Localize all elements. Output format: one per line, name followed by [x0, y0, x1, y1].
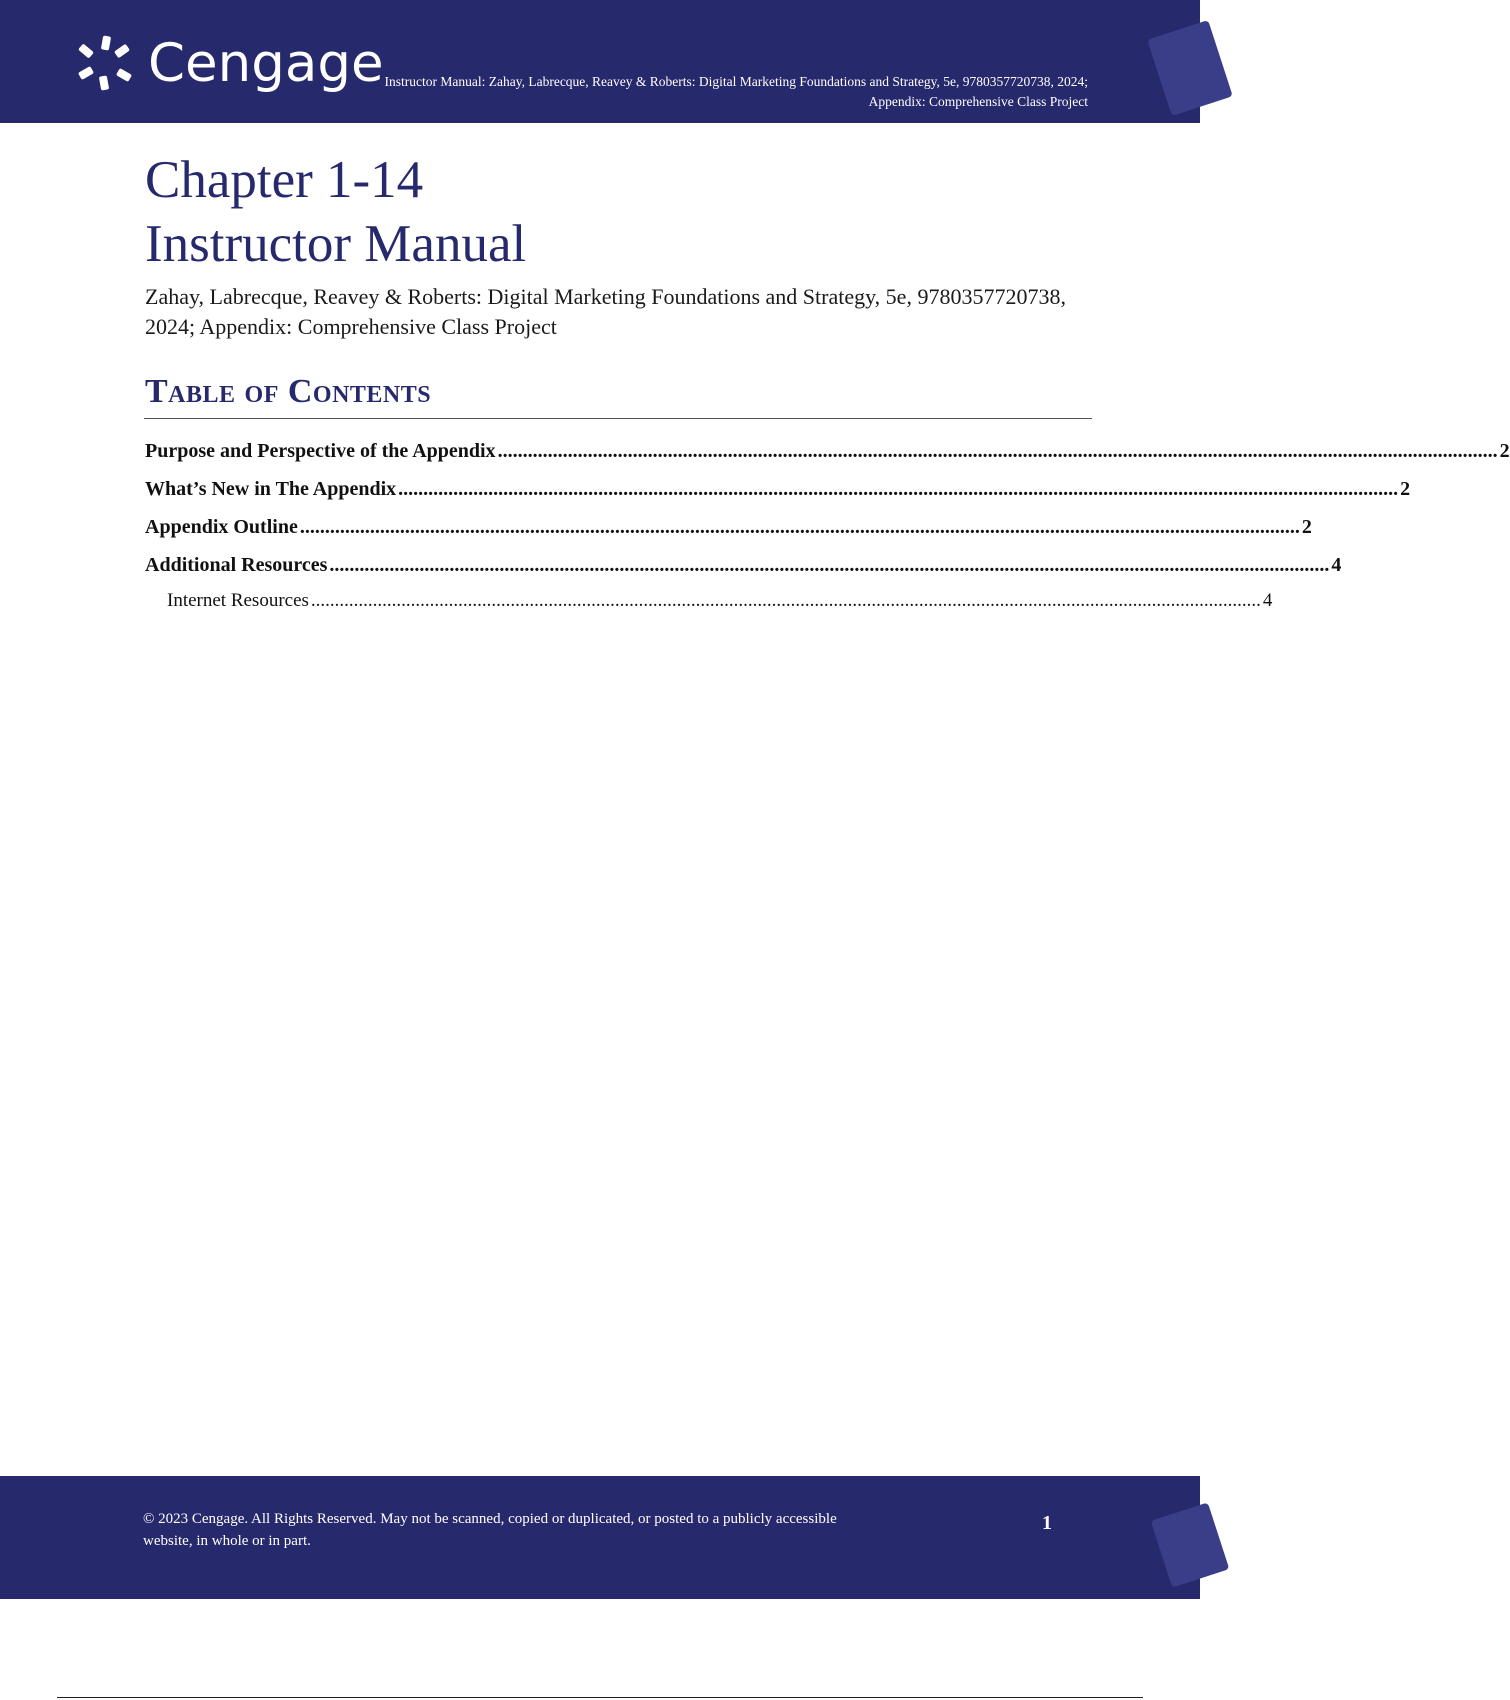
toc-divider — [144, 418, 1092, 419]
document-subtitle: Zahay, Labrecque, Reavey & Roberts: Digital Marketing Foundations and Strategy, 5e, 9780357720738, 2024; Appendix: Comprehensive Class Project — [145, 284, 1066, 339]
toc-entry-page: 4 — [1262, 590, 1273, 611]
toc-entry-title: Internet Resources — [167, 590, 309, 611]
manual-title: Instructor Manual — [145, 215, 527, 273]
toc-entry-title: Additional Resources — [145, 554, 328, 576]
toc-entry-page: 2 — [1301, 516, 1312, 538]
toc-leader: ........................................................................................................................................................................................................ — [299, 516, 1300, 538]
toc-leader: ........................................................................................................................................................................................................ — [310, 590, 1261, 611]
toc-entry-title: Purpose and Perspective of the Appendix — [145, 440, 496, 462]
toc-heading: Table of Contents — [145, 373, 432, 410]
copyright-notice: © 2023 Cengage. All Rights Reserved. May not be scanned, copied or duplicated, or posted to a publicly accessible website, in whole or in part. — [143, 1511, 837, 1549]
page-number: 1 — [1042, 1512, 1052, 1534]
page-footer — [0, 1476, 1200, 1599]
header-corner-decoration — [1147, 20, 1233, 116]
logo-wordmark: Cengage — [148, 33, 384, 94]
toc-entry-purpose[interactable] — [145, 432, 1510, 470]
toc-entry-page: 4 — [1331, 554, 1342, 576]
toc-entry-title: What’s New in The Appendix — [145, 478, 397, 500]
cengage-logo — [74, 32, 384, 96]
toc-leader: ........................................................................................................................................................................................................ — [497, 440, 1498, 462]
header-subtitle: Instructor Manual: Zahay, Labrecque, Reavey & Roberts: Digital Marketing Foundations and Strategy, 5e, 9780357720738, 2024; Appendix: Comprehensive Class Project — [384, 74, 1088, 109]
page-header — [0, 0, 1200, 123]
toc-entry-page: 2 — [1499, 440, 1510, 462]
title-block — [145, 148, 1105, 342]
page-bottom-rule — [57, 1697, 1143, 1698]
toc-entry-whats-new[interactable] — [145, 470, 1411, 508]
toc-leader: ........................................................................................................................................................................................................ — [398, 478, 1399, 500]
toc-entry-outline[interactable] — [145, 508, 1312, 546]
toc-entry-additional-resources[interactable] — [145, 546, 1342, 584]
toc-leader: ........................................................................................................................................................................................................ — [329, 554, 1330, 576]
footer-corner-decoration — [1151, 1502, 1230, 1587]
toc-entry-page: 2 — [1400, 478, 1411, 500]
table-of-contents — [145, 432, 1510, 618]
toc-entry-internet-resources[interactable] — [145, 584, 1273, 618]
toc-entry-title: Appendix Outline — [145, 516, 298, 538]
cengage-burst-icon — [74, 32, 138, 96]
chapter-title: Chapter 1-14 — [145, 151, 424, 209]
